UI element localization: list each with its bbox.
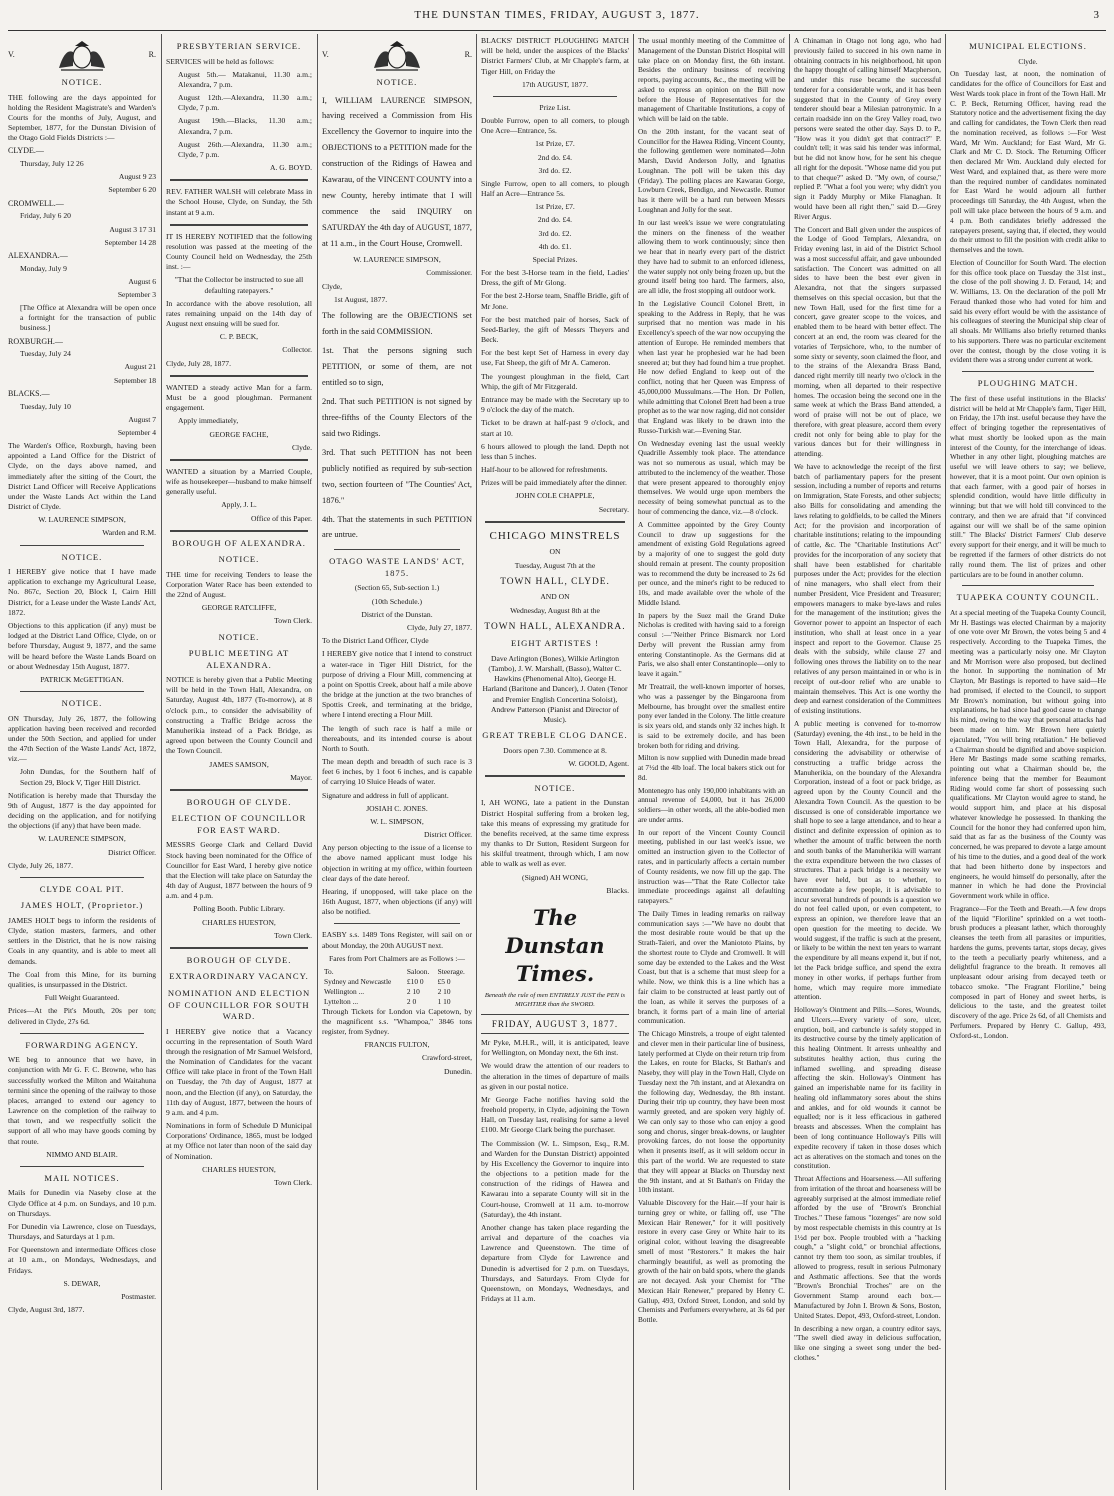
arms-left-letter: V. — [8, 49, 15, 59]
vacancy-heading: EXTRAORDINARY VACANCY. — [169, 971, 309, 982]
news-item: In describing a new organ, a country editor says, "The swell died away in delicious suffocation, like one singing a sweet song under the bed-clothes." — [794, 1323, 941, 1362]
news-item: Mr George Fache notifies having sold the freehold property, in Clyde, adjoining the Town Hall, on Tuesday last, realising for same a level £100. Mr George Clark being the purchaser. — [481, 1094, 629, 1135]
news-item: On Wednesday evening last the usual weekly Quadrille Assembly took place. The attendance was not so numerous as usual, which may be attributed to the inclemency of the weather. Those that were present appeared to thoroughly enjoy themselves. We would urge upon members the necessity of being somewhat punctual as to the hour of commencing the dance, viz.—8 o'clock. — [638, 438, 785, 516]
divider — [170, 179, 308, 181]
mail-notice: For Dunedin via Lawrence, close on Tuesdays, Thursdays, and Saturdays at 1 p.m. — [8, 1221, 156, 1242]
special-prize: For the best 2-Horse team, Snaffle Bridle, gift of Mr Jone. — [481, 291, 629, 311]
signature-title: District Officer. — [108, 847, 156, 857]
clyde-dates: CLYDE.— Thursday, July 12 26 August 9 23 September 6 20 — [8, 146, 156, 195]
special-prizes-heading: Special Prizes. — [532, 254, 578, 264]
signature: S. DEWAR, — [63, 1278, 101, 1288]
masthead — [0, 0, 1114, 30]
water-race-signature-note: Signature and address in full of applicant. — [322, 790, 449, 800]
land-office-notice: The Warden's Office, Roxburgh, having been appointed a Land Office for the District of Clyde, on the days above named, and immediately after the sitting of the Court, the District Land Officer will Receive Applications under the Waste Lands Act within the Land District of Clyde. — [8, 441, 156, 512]
prize-list-heading: Prize List. — [539, 102, 571, 112]
wanted-office: Office of this Paper. — [250, 513, 312, 523]
application-notification: Notification is hereby made that Thursday the 9th of August, 1877 is the day appointed for deciding on the application, and for notifying the objections (if any) that have been made. — [8, 790, 156, 831]
application-detail: John Dundas, for the Southern half of Section 29, Block V, Tiger Hill District. — [20, 767, 156, 787]
clog-dance: GREAT TREBLE CLOG DANCE. — [482, 730, 628, 741]
news-item: Montenegro has only 190,000 inhabitants with an annual revenue of £4,000, but it has 26,000 soldiers—in other words, all the able-bodied men are under arms. — [638, 785, 785, 824]
waste-lands-district: District of the Dunstan. — [361, 609, 433, 619]
divider — [170, 224, 308, 226]
signature-title: Postmaster. — [121, 1291, 156, 1301]
news-item: Milton is now supplied with Dunedin made bread at 7½d the 4lb loaf. The local bakers stick out for 8d. — [638, 753, 785, 782]
table-header-row: To. Saloon. Steerage. — [324, 966, 465, 976]
minstrels-date: Tuesday, August 7th at the — [514, 560, 596, 570]
minstrels-date: Wednesday, August 8th at the — [510, 605, 600, 615]
news-item: Another change has taken place regarding the arrival and departure of the coaches via Lawrence and Queenstown. The time of departure from Clyde for Lawrence and Dunedin is advertised for 2 p.m. on Tuesdays, Thursdays, and Saturdays. From Clyde for Queenstown, on Mondays, Wednesdays, and Fridays at 11 a.m. — [481, 1222, 629, 1304]
news-item: Mr Treatrail, the well-known importer of horses, who was a passenger by the Bingaroona from Melbourne, has brought over the smallest entire pony ever landed in the Colony. The little creature is six years old, and stands only 32 inches high. It is said to be extremely docile, and has been broken both for riding and driving. — [638, 682, 785, 750]
minstrels-heading: CHICAGO MINSTRELS — [489, 529, 621, 542]
signature: JOHN COLE CHAPPLE, — [515, 491, 595, 501]
minstrels-list: Dave Arlington (Bones), Wilkie Arlington (Tambo), J. W. Marshall, (Basso), Walter C. Hawkins (Phenomenal Alto), George H. Harland (Baritone and Dancer), J. Oaten (Tenor and Premier English Concertina Soloist), Andrew Patterson (Pianist and Director of Music). — [482, 653, 628, 724]
news-item: In the Legislative Council Colonel Brett, in speaking to the Address in Reply, that he was surprised that no mention was made in his Excellency's speech of the war now occupying the attention of Europe. He reminded members that when last year he prophesied war he had been sneered at; but they had found him a true prophet. He now defied England to keep out of the conflict, noting that her Queen was Empress of 45,000,000 Mussulmans.—The Hon. Dr Pollen, while admitting that Colonel Brett had been a true prophet as to the war now raging, did not consider that England was likely to be drawn into the Russo-Turkish war.—Evening Star. — [638, 298, 785, 435]
special-prize: The youngest ploughman in the field, Cart Whip, the gift of Mr Fitzgerald. — [481, 371, 629, 391]
royal-arms-icon — [53, 38, 111, 72]
borough-heading: BOROUGH OF ALEXANDRA. — [172, 537, 306, 548]
forwarding-heading: FORWARDING AGENCY. — [25, 1039, 139, 1050]
news-item: In our report of the Vincent County Council meeting, published in our last week's issue, we omitted an instruction given to the Collector of rates, and in particularly affects a certain number of County residents, we now fill up the gap. The instruction was—"That the Rate Collector take immediate proceedings against all defaulting ratepayers." — [638, 827, 785, 906]
prize-item: 1st Prize, £7. — [535, 139, 575, 149]
news-item: The Concert and Ball given under the auspices of the Lodge of Good Templars, Alexandra, on Friday evening last, in aid of the District School was a most successful affair, and gave unbounded satisfaction. The Concert was admitted on all sides to have been the best ever given in Alexandra, not that the singers surpassed themselves on this special occasion, but that the new Town Hall, used for the first time for a concert, gave greater scope to the voices, and enabled them to be heard with better effect. The concert at an end, the room was cleared for the votaries of Terpsichore, who, to the number of some sixty or seventy, soon claimed the floor, and to the strains of the Alexandra Brass Band, danced right merrily till nearly two o'clock in the morning, when all departed to their respective homes. The occasion being the second one in the same week at which the Brass Band attended, a word of praise will not be out of place, we therefore, with great pleasure, accord them every credit not only for being able to play for the various dances but for their willingness in attending. — [794, 224, 941, 459]
mail-notice: Mails for Dunedin via Naseby close at the Clyde Office at 4 p.m. on Sundays, and 10 p.m. on Thursdays. — [8, 1188, 156, 1218]
prize-item: 3rd do. £2. — [538, 165, 572, 175]
signature-title: District Officer. — [424, 830, 472, 840]
coal-weight: Full Weight Guaranteed. — [44, 993, 120, 1003]
news-item: Throat Affections and Hoarseness.—All suffering from irritation of the throat and hoarseness will be agreeably surprised at the almost immediate relief afforded by the use of "Brown's Bronchial Troches." These famous "lozenges" are now sold by most respectable chemists in this country at 1s 1½d per box. People troubled with a "hacking cough," a "slight cold," or bronchial affections, cannot try them too soon, as similar troubles, if allowed to progress, result in serious Pulmonary and Asthmatic affections. See that the words "Brown's Bronchial Troches" are on the Government Stamp around each box.—Manufactured by John I. Brown & Sons, Boston, United States. Depot, 493, Oxford-street, London. — [794, 1174, 941, 1320]
signature-place: Blacks. — [606, 885, 629, 895]
column-rule — [161, 34, 162, 1490]
divider — [334, 923, 460, 924]
divider — [170, 530, 308, 532]
service-date: August 26th.—Alexandra, 11.30 a.m.; Clyde, 7 p.m. — [178, 139, 312, 159]
prize-item: 2nd do. £4. — [537, 215, 573, 225]
news-item: In our last week's issue we were congratulating the miners on the fineness of the weather allowing them to work continuously; since then we hear that in nearly every part of the district they have had to submit to an enforced idleness, the water supply not only being frozen up, but the ground itself being too hard. The farmers, also, are all idle, the frost stopping all outdoor work. — [638, 217, 785, 296]
service-date: August 5th.— Matakanui, 11.30 a.m.; Alexandra, 7 p.m. — [178, 69, 312, 89]
signature: C. P. BECK, — [219, 332, 259, 342]
signature-title: Mayor. — [290, 772, 312, 782]
fares-table — [322, 967, 472, 1007]
signature-place: Clyde. — [291, 442, 312, 452]
prize-item: 1st Prize, £7. — [535, 202, 575, 212]
match-tickets: Ticket to be drawn at half-past 9 o'clock, and start at 10. — [481, 418, 629, 438]
divider — [962, 585, 1094, 586]
column-rule — [476, 34, 477, 1490]
roxburgh-dates: ROXBURGH.— Tuesday, July 24 August 21 September 18 — [8, 336, 156, 385]
signature: (Signed) AH WONG, — [522, 872, 588, 882]
divider — [20, 877, 144, 878]
column-1 — [8, 36, 156, 1488]
mail-heading: MAIL NOTICES. — [44, 1172, 120, 1183]
objection-item: 1st. That the persons signing such PETITION, or some of them, are not entitled so to sign, — [322, 345, 472, 387]
through-tickets: Through Tickets for London via Capetown, by the magnificent s.s. "Whampoa," 3846 tons register, from Sydney. — [322, 1006, 472, 1037]
news-item: A Chinaman in Otago not long ago, who had previously failed to succeed in his own name in obtaining contracts in his neighborhood, hit upon the happy thought of calling himself Macpherson, and under this ruse became the successful tenderer for a considerable work, and it has been suggested that in the County of Grey every tenderer should bear a Milesian patronymic. In a certain roadside inn on the Grey Valley road, two persons were seated the other day. Says D. to P., "How was it you didn't get that contract?" P. couldn't tell; it was said his tender was informal, but he did not know how, for he sent his cheque all right for the deposit. "Whose name did you put to that cheque?" asked D. "My own, of course," replied P. "What a fool you were; why didn't you sign it Paddy Murphy or Mike Flanaghan. It would have been all right then," said D.—Grey River Argus. — [794, 36, 941, 221]
municipal-elections-heading: MUNICIPAL ELECTIONS. — [969, 41, 1087, 51]
column-6 — [794, 36, 941, 1488]
coal-proprietor: JAMES HOLT, (Proprietor.) — [20, 900, 144, 911]
signature: GEORGE RATCLIFFE, — [201, 603, 277, 613]
column-rule — [945, 34, 946, 1490]
cromwell-dates: CROMWELL.— Friday, July 6 20 August 3 17 31 September 14 28 — [8, 198, 156, 247]
signature: FRANCIS FULTON, — [364, 1040, 430, 1050]
news-item: Holloway's Ointment and Pills.—Sores, Wounds, and Ulcers.—Every variety of sore, ulcer, eruption, boil, and carbuncle is safely stopped in its destructive course by the timely application of this healing Ointment. It arrests unhealthy and substitutes healthy action, thus curing the inflamed swelling, and spreading disease affecting the skin. Holloway's Ointment has gained an imperishable name for its facility in healing old inflammatory sores about the shins and ankles, and for old wounds it cannot be equalled; nor is it less efficacious in gathered breasts and abscesses. When the complaint has been of long continuance Holloway's Pills will expedite recovery if taken in those doses which act as alteratives on the stomach and tones on the constitution. — [794, 1005, 941, 1171]
special-prize: For the best matched pair of horses, Sack of Seed-Barley, the gift of Messrs Theyers and Beck. — [481, 314, 629, 345]
news-item: A public meeting is convened for to-morrow (Saturday) evening, the 4th inst., to be held in the Town Hall, Alexandra, for the purpose of considering the advisability or otherwise of constructing a traffic bridge across the Manuherikia, on the boundary of the Alexandra Corporation, instead of a foot or pack bridge, as agreed upon by the County Council and the Alexandra Town Council. As the question to be discussed is one of considerable importance we shall hope to see a large attendance, and to hear a distinct and definite expression of opinion as to whether the amount of traffic between the north and south banks of the Manuherikia will warrant the extra expenditure between the two classes of structures. That a pack bridge is a necessity we have ever held, but as to whether, to accommodate a few people, it is advisable to incur several hundreds of pounds is a question we do not feel called upon, or even competent, to express an opinion, we therefore leave that an open question for the meeting to decide. We would suggest, if the traffic is such at the present, or likely to be within the next ten years to warrant the expenditure by all means expend it, but if not, let the Pack bridge suffice, and spend the extra money in other works, if perhaps further from home, which may require more immediate attention. — [794, 718, 941, 1002]
mass-notice: REV. FATHER WALSH will celebrate Mass in the School House, Clyde, on Sunday, the 5th instant at 9 a.m. — [166, 187, 312, 217]
public-meeting-notice: NOTICE is hereby given that a Public Meeting will be held in the Town Hall, Alexandra, on Saturday, August 4th, 1877 (To-morrow), at 8 o'clock p.m., to consider the advisability of constructing a Traffic Bridge across the Manuherikia instead of a Pack Bridge, as agreed upon between the County Council and the Town Council. — [166, 675, 312, 756]
notice-date: 1st August, 1877. — [334, 294, 388, 304]
divider — [170, 459, 308, 461]
match-entrance: Entrance may be made with the Secretary up to 9 o'clock the day of the match. — [481, 394, 629, 415]
column-2 — [166, 36, 312, 1488]
notice-heading: NOTICE. — [534, 782, 576, 793]
waste-lands-heading: OTAGO WASTE LANDS' ACT, 1875. — [329, 556, 465, 578]
royal-arms — [8, 38, 156, 72]
notice-date: Clyde, August 3rd, 1877. — [8, 1305, 85, 1315]
special-prize: For the best 3-Horse team in the field, Ladies' Dress, the gift of Mr Glong. — [481, 268, 629, 288]
royal-arms — [322, 38, 472, 72]
mail-notice: For Queenstown and intermediate Offices close at 10 a.m., on Mondays, Wednesdays, and Fridays. — [8, 1245, 156, 1275]
coal-pit-ad: JAMES HOLT begs to inform the residents of Clyde, station masters, farmers, and other settlers in the District, that he is now raising Coals in any quantity, and is able to meet all demands. — [8, 915, 156, 966]
arms-right-letter: R. — [148, 49, 156, 59]
news-item: Mr Pyke, M.H.R., will, it is anticipated, leave for Wellington, on Monday next, the 6th inst. — [481, 1038, 629, 1058]
special-prize: For the best kept Set of Harness in every day use, Fat Sheep, the gift of Mr A. Cameron. — [481, 348, 629, 368]
news-item: In papers by the Suez mail the Grand Duke Nicholas is credited with having said to a foreign consul :—"Neither Prince Bismarck nor Lord Derby will prevent the Russian army from entering Constantinople. As the Germans did at Paris, we also shall enter Constantinople—only to leave it again." — [638, 610, 785, 679]
alexandra-dates: ALEXANDRA.— Monday, July 9 August 6 September 3 [The Office at Alexandra will be open once a fortnight for the transaction of public business.] — [8, 250, 156, 333]
notice-heading: NOTICE. — [218, 631, 260, 642]
wanted-apply: Apply immediately, — [178, 416, 239, 426]
ploughing-match-date: 17th AUGUST, 1877. — [521, 79, 589, 89]
match-prizes-paid: Prizes will be paid immediately after the dinner. — [481, 478, 627, 488]
minstrels-doors: Doors open 7.30. Commence at 8. — [503, 745, 607, 755]
borough-heading: BOROUGH OF CLYDE. — [186, 796, 292, 807]
court-days-notice: THE following are the days appointed for holding the Resident Magistrate's and Warden's Courts for the months of July, August, and September, 1877, for the Dunstan Division of the Otago Gold Fields Districts :— — [8, 92, 156, 143]
signature: CHARLES HUESTON, — [202, 917, 276, 927]
notice-date: Clyde, July 26, 1877. — [8, 860, 73, 870]
service-date: August 19th.—Blacks, 11.30 a.m.; Alexandra, 7 p.m. — [178, 116, 312, 136]
signature: GEORGE FACHE, — [209, 429, 269, 439]
column-rule — [789, 34, 790, 1490]
divider — [20, 1033, 144, 1034]
news-item: We would draw the attention of our readers to the alteration in the times of departure of mails as given in our postal notice. — [481, 1061, 629, 1091]
newspaper-title — [481, 904, 629, 988]
divider — [20, 691, 144, 692]
column-7 — [950, 36, 1106, 1488]
fares-heading: Fares from Port Chalmers are as Follows :— — [328, 953, 466, 963]
column-3 — [322, 36, 472, 1488]
signature-place: Clyde, — [322, 281, 343, 291]
news-item: We have to acknowledge the receipt of the first batch of parliamentary papers for the present session, including a number of reports and returns on Immigration, State Forests, and other subjects; also Bills for consolidating and amending the laws relating to goldfields, to be called the Miners Act; for the provision and incorporation of charitable institutions; relating to the impounding of cattle, &c. The "Charitable Institutions Act" provides for the incorporation of any society that shall have been established for charitable purposes under the Act; provides for the election of nine managers, who shall elect from their number President, Vice President and Treasurer; empowers managers to make bye-laws and rules for the management of the institution; gives the Governor power to appoint an Inspector of each institution, who shall at least once in a year inspect and report to the Governor. Clause 25 deals with the subsidy, while clause 27 and following ones throws the liability on to the near relatives of any person maintained in or who is in receipt of out-door relief who are unable to maintain themselves. This Act is one worthy the deep and earnest consideration of the Committees of existing institutions. — [794, 461, 941, 716]
commission-notice: I, WILLIAM LAURENCE SIMPSON, having received a Commission from His Excellency the Governor to inquire into the OBJECTIONS to a PETITION made for the construction of the Ridings of Hawea and Kawarau, of the VINCENT COUNTY into a new County, hereby intimate that I will commence the said INQUIRY on SATURDAY the 4th day of AUGUST, 1877, at 11 a.m., in the Court House, Cromwell. — [322, 95, 472, 249]
wanted-ad: WANTED a situation by a Married Couple, wife as housekeeper—husband to make himself generally useful. — [166, 466, 312, 497]
forwarding-ad: WE beg to announce that we have, in conjunction with Mr G. F. C. Browne, who has successfully worked the Milton and Waitahuna termini since the opening of the railway to those places, arranged to extend our agency to Lawrence on the completion of the railway to that town, and we respectfully solicit the support of all who may have goods coming by that route. — [8, 1055, 156, 1146]
column-5 — [638, 36, 785, 1488]
divider — [485, 775, 625, 777]
minstrels-on: ON — [549, 547, 561, 557]
prize-item: 4th do. £1. — [538, 241, 572, 251]
column-rule — [317, 34, 318, 1490]
coal-pit-quality: The Coal from this Mine, for its burning qualities, is unsurpassed in the District. — [8, 969, 156, 989]
presbyterian-heading: PRESBYTERIAN SERVICE. — [176, 41, 302, 51]
news-item: Fragrance—For the Teeth and Breath.—A few drops of the liquid "Floriline" sprinkled on a wet tooth-brush produces a pleasant lather, which thoroughly cleanses the teeth from all parasites or impurities, hardens the gums, prevents tartar, stops decay, gives to the teeth a peculiarly pearly whiteness, and a delightful fragrance to the breath. It removes all unpleasant odour arising from decayed teeth or tobacco smoke. "The Fragrant Floriline," being composed in part of Honey and sweet herbs, is delicious to the taste, and the greatest toilet discovery of the age. Price 2s 6d, of all Chemists and Perfumers. Prepared by Henry C. Gallup, 493, Oxford-st., London. — [950, 903, 1106, 1040]
waste-lands-section: (Section 65, Sub-section 1.) — [354, 583, 440, 593]
issue-dateline: FRIDAY, AUGUST 3, 1877. — [481, 1014, 629, 1034]
page-number: 3 — [1093, 9, 1100, 21]
minstrels-and: AND ON — [540, 592, 570, 602]
resolution-detail: In accordance with the above resolution, all rates remaining unpaid on the 14th day of August next ensuing will be sued for. — [166, 298, 312, 329]
gratitude-notice: I, AH WONG, late a patient in the Dunstan District Hospital suffering from a broken leg, take this means of expressing my gratitude for the benefits received, at the same time express my thanks to Dr Sutton, Resident Surgeon for his skilful treatment, through which, I am now able to walk as well as ever. — [481, 798, 629, 869]
notice-date: Clyde, July 28, 1877. — [166, 358, 231, 368]
coal-pit-heading: CLYDE COAL PIT. — [39, 883, 125, 894]
shipping-ad: EASBY s.s. 1489 Tons Register, will sail on or about Monday, the 20th AUGUST next. — [322, 930, 472, 950]
divider — [20, 1166, 144, 1167]
signature-title: Commissioner. — [426, 268, 472, 278]
hearing-notice: Hearing, if unopposed, will take place on the 16th August, 1877, when objections (if any) will also be notified. — [322, 886, 472, 917]
news-item: The Chicago Minstrels, a troupe of eight talented and clever men in their particular line of business, lately performed at Clyde on their return trip from the Lakes, en route for Blacks, St Bathan's and Naseby, they will play in the Town Hall, Clyde on Tuesday next the 7th instant, and at Alexandra on the following day, Wednesday, the 8th instant. During their trip up country, they have been most warmly greeted, and are spoken very highly of. We can only say to those who can enjoy a good song and chorus, singer break-downs, or laughter provoking farces, do not loose the opportunity when it presents itself, as it will seldom occur in this part of the world. We are requested to state that they will appear at Blacks on Thursday next the 9th instant, and at St Bathan's on Friday the 10th instant. — [638, 1029, 785, 1195]
divider — [20, 545, 144, 546]
divider — [334, 549, 460, 550]
objection-instructions: Any person objecting to the issue of a license to the above named applicant must lodge his objection in writing at my office, within fourteen clear days of the date hereof. — [322, 843, 472, 883]
newspaper-motto: Beneath the rule of men ENTIRELY JUST the PEN is MIGHTIER than the SWORD. — [484, 992, 626, 1009]
news-item: The first of these useful institutions in the Blacks' district will be held at Mr Chapple's farm, Tiger Hill, on Friday, the 17th inst. useful because they have the effect of bringing together the representatives of what must shortly be looked upon as the main interest of the County, for the interchange of ideas. Whether in any other light, ploughing matches are useful we will leave others to say; we believe, however, that it is a moot point. Our own opinion is that each farmer, with a good pair of horses in splendid condition, would have little difficulty in winning; but that we will hold till convinced to the contrary, and then we are afraid that "if convinced against our will we shall be of the same opinion still." The Blacks' District Farmers' Club deserve every support for their energy, and it will be much to be regretted if the farmers of other districts do not rally round them. The list of prizes and other particulars are to be found in another column. — [950, 393, 1106, 579]
signature: NIMMO AND BLAIR. — [46, 1149, 118, 1159]
minstrels-artistes: EIGHT ARTISTES ! — [511, 638, 599, 649]
divider — [962, 371, 1094, 372]
signature-title: Town Clerk. — [274, 930, 312, 940]
signature-title: Town Clerk. — [274, 616, 312, 626]
lease-notice-objections: Objections to this application (if any) must be lodged at the District Land Office, Clyde, on or before Thursday, August 9, 1877, and the same will be heard before the Waste Lands Board on or about Wednesday 15th August, 1877. — [8, 620, 156, 671]
resolution-quote: "That the Collector be instructed to sue all defaulting ratepayers." — [174, 275, 304, 295]
ploughing-match-notice: BLACKS' DISTRICT PLOUGHING MATCH will be held, under the auspices of the Blacks' District Farmers' Club, at Mr Chapple's farm, at Tiger Hill, on Friday the — [481, 36, 629, 76]
tender-notice: THE time for receiving Tenders to lease the Corporation Water Race has been extended to the 22nd of August. — [166, 569, 312, 600]
masthead-rule — [8, 30, 1106, 31]
nomination-detail: Nominations in form of Schedule D Municipal Corporations' Ordinance, 1865, must be lodged at my Office not later than noon of the said day of Nomination. — [166, 1121, 312, 1161]
wanted-ad: WANTED a steady active Man for a farm. Must be a good ploughman. Permanent engagement. — [166, 382, 312, 413]
double-furrow: Double Furrow, open to all comers, to plough One Acre—Entrance, 5s. — [481, 116, 629, 136]
signature: CHARLES HUESTON, — [202, 1164, 276, 1174]
minstrels-venue: TOWN HALL, CLYDE. — [500, 576, 610, 587]
news-item: The Commission (W. L. Simpson, Esq., R.M. and Warden for the Dunstan District) appointed by His Excellency the Governor to inquire into the objections to a petition made for the construction of the ridings of Hawea and Kawarau into a separate County will sit in the Court-house, Cromwell at 11 a.m. to-morrow (Saturday), the 4th instant. — [481, 1138, 629, 1219]
signature: W. LAURENCE SIMPSON, — [38, 834, 126, 844]
minstrels-venue: TOWN HALL, ALEXANDRA. — [484, 621, 626, 632]
nomination-notice: I HEREBY give notice that a Vacancy occurring in the representation of South Ward through the resignation of Mr Samuel Welsford, the Nomination of Candidates for the vacant Office will take place in front of the Town Hall on Tuesday, the 7th day of August, 1877 at noon, and the Election (if any), on Saturday, the 11th day of August, 1877, between the hours of 9 a.m. and 4 p.m. — [166, 1026, 312, 1117]
waste-lands-addressee: To the District Land Officer, Clyde — [322, 636, 429, 646]
news-item: On Tuesday last, at noon, the nomination of candidates for the office of Councillors for East and West Wards took place in front of the Town Hall. Mr C. P. Beck, Returning Officer, having read the Statutory notice and the advertisement fixing the day and calling for candidates, the Town Clerk then read the nomination received, as follows :—For West Ward, Mr Wm. Auckland; for East Ward, Mr G. Clark and Mr C. D. Stock. The Returning Officer then declared Mr Wm. Auckland duly elected for West Ward, and explained that, as there were more than the required number of candidates nominated for East Ward he would adjourn all further proceedings till Saturday, the 4th August, when the poll will take place between the hours of 9 a.m. and 4 p.m. Both candidates briefly addressed the ratepayers present, saying that, if elected, they would do their utmost to fill the position with credit alike to themselves and the town. — [950, 69, 1106, 255]
signature-title: Collector. — [282, 345, 312, 355]
signature-title: Warden and R.M. — [102, 528, 156, 538]
prize-item: 3rd do. £2. — [538, 228, 572, 238]
lease-notice: I HEREBY give notice that I have made application to exchange my Agricultural Lease, No. 867c, Section 20, Block I, Cairn Hill District, for a Lease under the Waste Lands' Act, 1872. — [8, 567, 156, 617]
objection-item: 3rd. That such PETITION has not been publicly notified as required by sub-section two, section fourteen of "The Counties' Act, 1876." — [322, 447, 472, 505]
news-item: At a special meeting of the Tuapeka County Council, Mr H. Bastings was elected Chairman by a majority of one vote over Mr Brown, the votes being 5 and 4 respectively. According to the Tuapeka Times, the meeting was a particularly noisy one. Mr Clayton and Mr Morrison were also proposed, but declined the honor. In supporting the nomination of Mr Clayton, Mr Bastings is reported to have said—He had promised, if elected to the Council, to support Mr Brown's nomination, but without going into explanations, he had since had good cause to change his mind, owing to the way that personal attacks had been made on him. Mr Brown here quietly ejaculated, "You will bring retaliation." He believed a Chairman should be dignified and above suspicion. Here Mr Bastings made some scathing remarks, pointing out what a Chairman should be, the inference being that the member for Beaumont Riding would come far short of possessing such qualifications. Mr Clayton would agree to stand, he would support him, and place at his disposal whatever knowledge he possessed. In thanking the Council for the honor they had conferred upon him, said that as far as the business of the County was concerned, he was prepared to devote a large amount of his time to the duties, and a good deal of the work that had been hitherto done by inspectors and engineers, he would himself do personally, after the manner in which he had done the Provincial Government work while in office. — [950, 607, 1106, 901]
news-item: Valuable Discovery for the Hair.—If your hair is turning grey or white, or falling off, use "The Mexican Hair Renewer," for it will positively restore in every case Grey or White hair to its original color, without leaving the disagreeable smell of most "Restorers." It makes the hair charmingly beautiful, as well as promoting the growth of the hair on bald spots, where the glands are not decayed. Ask your Chemist for "The Mexican Hair Renewer," prepared by Henry C. Gallup, 493, Oxford Street, London, and sold by Chemists and Perfumers everywhere, at 3s 6d per Bottle. — [638, 1198, 785, 1325]
objections-intro: The following are the OBJECTIONS set forth in the said COMMISSION. — [322, 310, 472, 336]
resolution-notice: IT IS HEREBY NOTIFIED that the following resolution was passed at the meeting of the County Council held on Wednesday, the 25th inst. :— — [166, 231, 312, 272]
signature: W. GOOLD, Agent. — [568, 758, 629, 768]
royal-arms-icon — [368, 38, 426, 72]
divider — [170, 947, 308, 949]
notice-date: Clyde, July 27, 1877. — [407, 623, 472, 632]
news-item: A Committee appointed by the Grey County Council to draw up suggestions for the amendment of existing Gold Regulations agreed by a majority of one to suggest the gold duty should remain at present. The county proposition was to recommend the duty be increased to 2s 6d per ounce, and the miner's right to be reduced to 10s, and made available over the whole of the Middle Island. — [638, 519, 785, 607]
signature: W. L. SIMPSON, — [370, 816, 424, 826]
column-4 — [481, 36, 629, 1488]
notice-heading: NOTICE. — [218, 554, 260, 565]
divider — [485, 521, 625, 523]
single-furrow: Single Furrow, open to all comers, to plough Half an Acre—Entrance 5s. — [481, 178, 629, 199]
divider — [170, 789, 308, 791]
objection-item: 4th. That the statements in such PETITION are untrue. — [322, 514, 472, 540]
divider — [493, 96, 617, 97]
masthead-title: THE DUNSTAN TIMES, FRIDAY, AUGUST 3, 1877. — [414, 9, 700, 21]
signature-title: Town Clerk. — [274, 1177, 312, 1187]
news-item: The usual monthly meeting of the Committee of Management of the Dunstan District Hospital will take place on on Monday first, the 6th instant. Besides the ordinary business of receiving reports, paying accounts, &c., the meeting will be asked to express an opinion on the Bill now before the House of Representatives for the management of Charitable Institutions, a copy of which will be laid on the table. — [638, 36, 785, 124]
objection-item: 2nd. That such PETITION is not signed by three-fifths of the County Electors of the said two Ridings. — [322, 396, 472, 438]
table-row: Wellington ... 2 10 2 10 — [324, 986, 451, 996]
news-item: Election of Councillor for South Ward. The election for this office took place on Tuesday the 31st inst., the close of the poll showing J. D. Feraud, 14; and W. Williams, 13. On the declaration of the poll Mr Feraud thanked those who had voted for him and said his every effort would be with the assistance of his colleagues of steering the Municipal ship clear of all shoals. Mr Williams also briefly returned thanks to his supporters. There was no particular excitement over the contest, though by the close voting it is evident there was a strong under current at work. — [950, 257, 1106, 365]
signature: W. LAURENCE SIMPSON, — [38, 515, 126, 525]
prize-item: 2nd do. £4. — [537, 152, 573, 162]
blacks-dates: BLACKS.— Tuesday, July 10 August 7 September 4 — [8, 388, 156, 437]
signature: W. LAURENCE SIMPSON, — [353, 255, 441, 265]
ploughing-match-heading: PLOUGHING MATCH. — [977, 378, 1079, 389]
election-heading: ELECTION OF COUNCILLOR FOR EAST WARD. — [171, 813, 307, 835]
notice-heading: NOTICE. — [376, 77, 418, 87]
notice-heading: NOTICE. — [61, 698, 103, 709]
signature-title: Secretary. — [598, 504, 629, 514]
arms-right-letter: R. — [464, 49, 472, 59]
match-hours: 6 hours allowed to plough the land. Depth not less than 5 inches. — [481, 441, 629, 461]
news-item: On the 20th instant, for the vacant seat of Councillor for the Hawea Riding, Vincent County, the following gentlemen were nominated—John Marsh, David Anderson Jolly, and Ignatius Loughnan. The poll will be taken this day (Friday). The polling places are Kawarau Gorge, Lowburn Creek, Bendigo, and Newcastle. Rumor has it there will be a hard run between Messrs Loughnan and Jolly for the seat. — [638, 126, 785, 215]
table-row: Sydney and Newcastle £10 0 £5 0 — [324, 976, 451, 986]
water-race-size: The mean depth and breadth of such race is 3 feet 6 inches, by 1 foot 6 inches, and is capable of carrying 10 Sluice Heads of water. — [322, 757, 472, 787]
column-rule — [633, 34, 634, 1490]
municipal-elections-subheading: Clyde. — [1018, 56, 1038, 66]
news-item: The Daily Times in leading remarks on railway communication says :—"We have no doubt that the most desirable route would be that up the Strath-Taieri, and over the Maniototo Plains, by the shortest route to Clyde and Cromwell. It will some day be extended to the Lakes and the West Coast, but that is a scheme that must sleep for a while. Now, we think this is a line which has a fair claim to be constructed at least partly out of the loan, as while it serves the purposes of a branch, it forms part of a main line of arterial communication. — [638, 908, 785, 1026]
tuapeka-council-heading: TUAPEKA COUNTY COUNCIL. — [956, 592, 1100, 603]
signature-address: Crawford-street, — [422, 1053, 472, 1063]
table-row: Lyttelton ... 2 0 1 10 — [324, 996, 451, 1006]
wanted-apply: Apply, J. L. — [221, 500, 257, 510]
service-date: August 12th.—Alexandra, 11.30 a.m.; Clyde, 7 p.m. — [178, 93, 312, 113]
waste-lands-schedule: (10th Schedule.) — [371, 596, 423, 606]
nomination-heading: NOMINATION AND ELECTION OF COUNCILLOR FOR SOUTH WARD. — [167, 987, 311, 1022]
signature: JOSIAH C. JONES. — [366, 803, 428, 813]
match-refreshments: Half-hour to be allowed for refreshments. — [481, 465, 608, 475]
coal-prices: Prices—At the Pit's Mouth, 20s per ton; delivered in Clyde, 27s 6d. — [8, 1006, 156, 1026]
signature: JAMES SAMSON, — [209, 759, 269, 769]
signature: PATRICK McGETTIGAN. — [40, 674, 124, 684]
public-meeting-heading: PUBLIC MEETING AT ALEXANDRA. — [188, 648, 290, 670]
newspaper-name: The Dunstan Times. — [505, 904, 605, 987]
presbyterian-intro: SERVICES will be held as follows: — [166, 56, 275, 66]
notice-heading: NOTICE. — [61, 551, 103, 562]
water-race-length: The length of such race is half a mile or thereabouts, and its intended course is about North to South. — [322, 723, 472, 753]
signature-city: Dunedin. — [443, 1066, 472, 1076]
notice-heading: NOTICE. — [61, 77, 103, 87]
divider — [170, 375, 308, 377]
polling-booth: Polling Booth. Public Library. — [193, 904, 285, 914]
arms-left-letter: V. — [322, 49, 329, 59]
application-notice: ON Thursday, July 26, 1877, the following application having been received and recorded under the 50th Section, and applied for under the 47th Section of the Waste Lands' Act, 1872, viz.— — [8, 713, 156, 764]
signature: A. G. BOYD. — [270, 163, 312, 173]
water-race-notice: I HEREBY give notice that I intend to construct a water-race in Tiger Hill District, for the purpose of driving a Flour Mill, commencing at a point on Spottis Creek, about half a mile above the bridge at the junction at the two branches of Spottis Creek, and terminating at the bridge, where I intend erecting a Flour Mill. — [322, 649, 472, 720]
election-notice: MESSRS George Clark and Cellard David Stock having been nominated for the Office of Councillor for East Ward, I hereby give notice that the Election will take place on Saturday the 4th day of August, 1877 between the hours of 9 a.m. and 4 p.m. — [166, 840, 312, 901]
borough-heading: BOROUGH OF CLYDE. — [186, 954, 292, 965]
